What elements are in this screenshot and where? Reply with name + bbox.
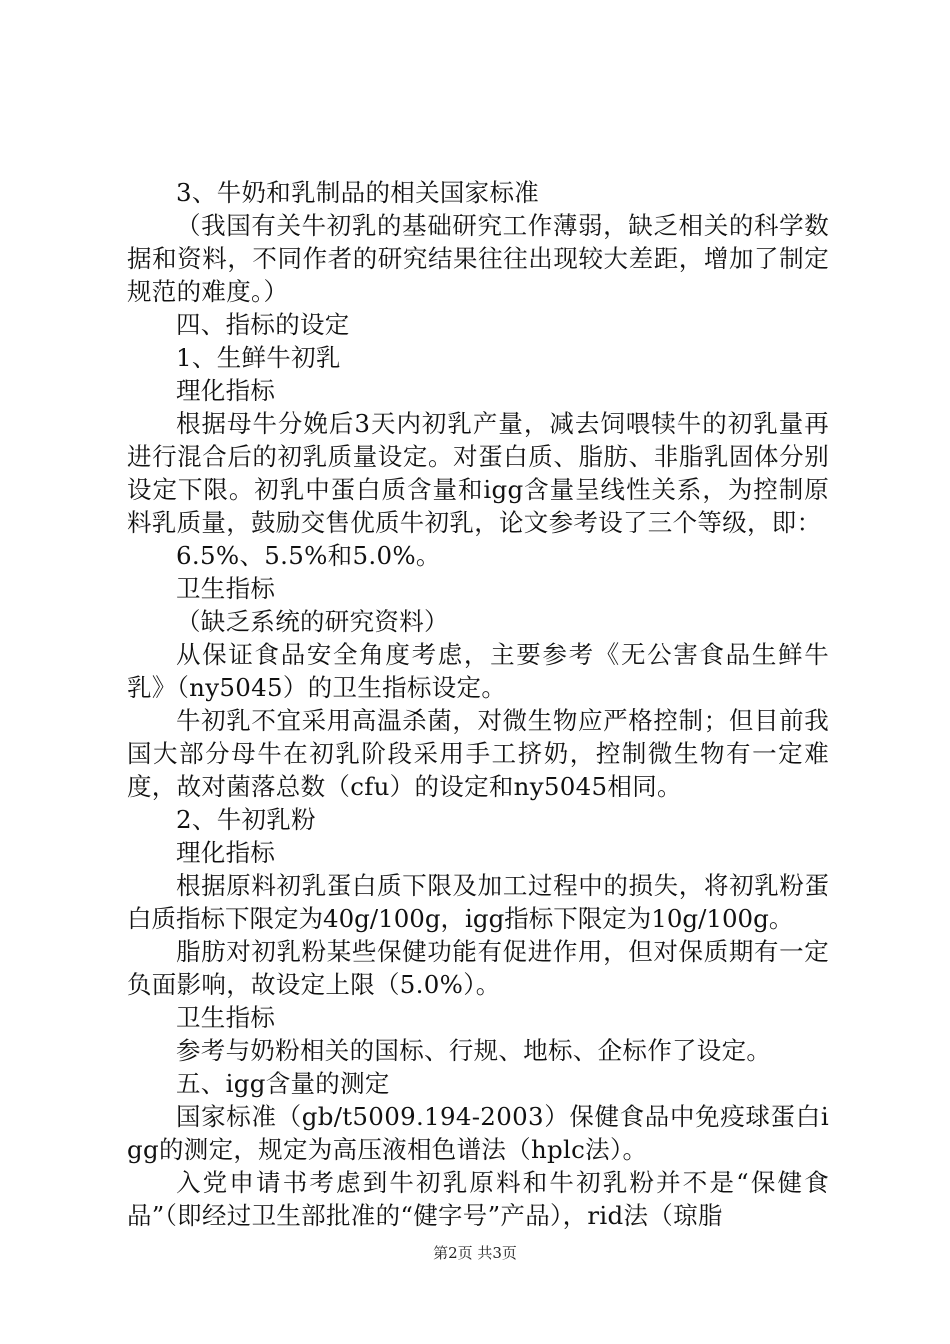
paragraph-research-note: （我国有关牛初乳的基础研究工作薄弱，缺乏相关的科学数据和资料，不同作者的研究结果往往出现较大差距，增加了制定规范的难度。） (127, 211, 829, 306)
paragraph-food-safety-reference: 从保证食品安全角度考虑，主要参考《无公害食品生鲜牛乳》（ny5045）的卫生指标设定。 (127, 640, 829, 702)
subheading-hygiene-indicators: 卫生指标 (176, 574, 276, 603)
paragraph-rid-method: 入党申请书考虑到牛初乳原料和牛初乳粉并不是“保健食品”（即经过卫生部批准的“健字号”产品），rid法（琼脂 (127, 1168, 829, 1230)
paragraph-national-standard-hplc: 国家标准（gb/t5009.194-2003）保健食品中免疫球蛋白igg的测定，规定为高压液相色谱法（hplc法）。 (127, 1102, 829, 1164)
paragraph-microbial-control: 牛初乳不宜采用高温杀菌，对微生物应严格控制；但目前我国大部分母牛在初乳阶段采用手工挤奶，控制微生物有一定难度，故对菌落总数（cfu）的设定和ny5045相同。 (127, 706, 829, 801)
paragraph-standards-reference: 参考与奶粉相关的国标、行规、地标、企标作了设定。 (176, 1036, 772, 1065)
paragraph-fat-upper-limit: 脂肪对初乳粉某些保健功能有促进作用，但对保质期有一定负面影响，故设定上限（5.0%）。 (127, 937, 829, 999)
paragraph-grade-levels: 6.5%、5.5%和5.0%。 (176, 541, 441, 570)
paragraph-lack-of-data: （缺乏系统的研究资料） (176, 607, 449, 636)
subheading-raw-colostrum: 1、生鲜牛初乳 (176, 343, 341, 372)
subheading-physicochemical-indicators-powder: 理化指标 (176, 838, 276, 867)
paragraph-physicochemical-basis: 根据母牛分娩后3天内初乳产量，减去饲喂犊牛的初乳量再进行混合后的初乳质量设定。对蛋白质、脂肪、非脂乳固体分别设定下限。初乳中蛋白质含量和igg含量呈线性关系，为控制原料乳质量，鼓励交售优质牛初乳，论文参考设了三个等级，即： (127, 409, 829, 537)
paragraph-protein-lower-limit: 根据原料初乳蛋白质下限及加工过程中的损失，将初乳粉蛋白质指标下限定为40g/100g，igg指标下限定为10g/100g。 (127, 871, 829, 933)
section-heading-igg-measurement: 五、igg含量的测定 (176, 1069, 390, 1098)
section-heading-indicator-setting: 四、指标的设定 (176, 310, 350, 339)
page-footer: 第2页 共3页 (433, 1244, 517, 1262)
section-heading-national-standards: 3、牛奶和乳制品的相关国家标准 (176, 178, 540, 207)
subheading-physicochemical-indicators: 理化指标 (176, 376, 276, 405)
document-body (127, 176, 829, 1232)
subheading-hygiene-indicators-powder: 卫生指标 (176, 1003, 276, 1032)
subheading-colostrum-powder: 2、牛初乳粉 (176, 805, 316, 834)
